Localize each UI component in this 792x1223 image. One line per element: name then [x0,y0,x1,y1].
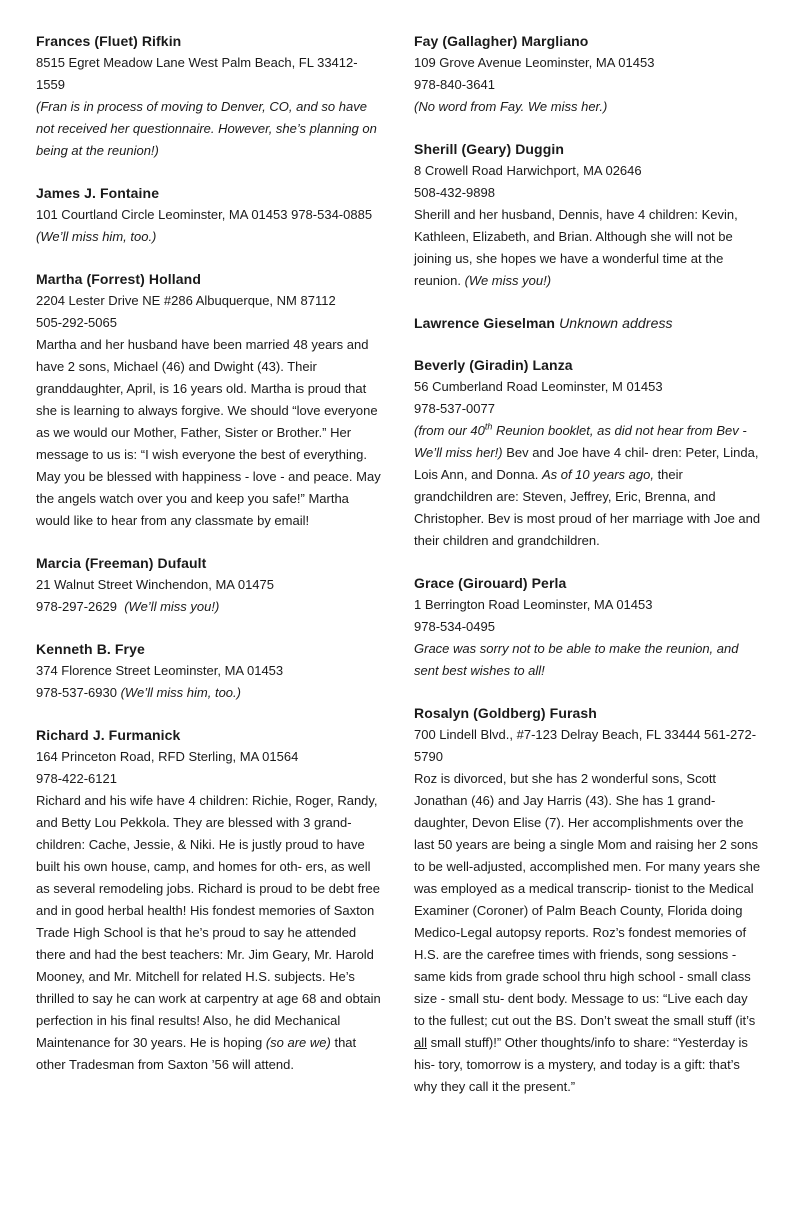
body-italic: (so are we) [265,1035,331,1050]
entry-body: Martha and her husband have been married 48 years and have 2 sons, Michael (46) and Dwight (43). Their granddaughter, April, is 16 years old. Martha is proud that she is learning to always forgive. We should “love everyone as we would our Mother, Father, Sister or Brother.” Her message to us is: “I wish everyone the best of everything. May you be blessed with happiness - love - and peace. May the angels watch over you and keep you safe!” Martha would like to hear from any classmate by email! [36,337,381,528]
entry-address: 8 Crowell Road Harwichport, MA 02646 [414,163,642,178]
entry-phone: 978-537-0077 [414,401,495,416]
entry-note: Unknown address [559,315,673,331]
entry-name-line [414,312,762,334]
body-text-2: their grandchildren are: Steven, Jeffrey, Eric, Brenna, and Christopher. Bev is most proud of her marriage with Joe and their children and grandchildren. [414,467,761,548]
entry-address: 1 Berrington Road Leominster, MA 01453 [414,597,653,612]
entry-name: Martha (Forrest) Holland [36,271,201,287]
entry-name: Lawrence Gieselman [414,315,556,331]
entry-name: Fay (Gallagher) Margliano [414,33,589,49]
entry-address: 164 Princeton Road, RFD Sterling, MA 01564 [36,749,299,764]
entry-frye [36,638,384,704]
body-superscript: th [484,421,493,432]
entry-address: 374 Florence Street Leominster, MA 01453 [36,663,284,678]
entry-phone-line [36,682,384,704]
body-text-end: that other Tradesman from Saxton ’56 will attend. [36,1035,357,1072]
body-text: Bev and Joe have 4 chil- dren: Peter, Linda, Lois Ann, and Donna. [414,445,759,482]
entry-phone-line [36,596,384,618]
entry-name: Rosalyn (Goldberg) Furash [414,705,597,721]
entry-phone: 978-422-6121 [36,771,117,786]
entry-name: Marcia (Freeman) Dufault [36,555,207,571]
right-column [414,30,762,1118]
body-underline: all [414,1035,428,1050]
left-column [36,30,384,1096]
entry-address: 2204 Lester Drive NE #286 Albuquerque, NM 87112 [36,293,336,308]
entry-note: (Fran is in process of moving to Denver, CO, and so have not received her questionnaire. However, she’s planning on being at the reunion!) [36,99,377,158]
entry-body [36,790,384,1076]
entry-note: Grace was sorry not to be able to make the reunion, and sent best wishes to all! [414,641,739,678]
entry-name: Grace (Girouard) Perla [414,575,567,591]
entry-note: (No word from Fay. We miss her.) [414,99,608,114]
entry-duggin [414,138,762,292]
entry-lanza [414,354,762,552]
entry-name: Richard J. Furmanick [36,727,181,743]
entry-phone: 508-432-9898 [414,185,495,200]
entry-fontaine [36,182,384,248]
entry-address: 56 Cumberland Road Leominster, M 01453 [414,379,663,394]
entry-note: (We’ll miss you!) [124,599,220,614]
entry-body [414,768,762,1098]
entry-body [414,204,762,292]
entry-name: Kenneth B. Frye [36,641,145,657]
body-text-end: small stuff)!” Other thoughts/info to share: “Yesterday is his- tory, tomorrow is a mystery, and today is a gift: that’s why they call it the present.” [414,1035,748,1094]
entry-note: (We’ll miss him, too.) [120,685,241,700]
entry-address: 21 Walnut Street Winchendon, MA 01475 [36,577,274,592]
entry-phone: 978-297-2629 [36,599,117,614]
entry-rifkin [36,30,384,162]
entry-address-phone: 700 Lindell Blvd., #7-123 Delray Beach, FL 33444 561-272-5790 [414,727,757,764]
entry-address: 109 Grove Avenue Leominster, MA 01453 [414,55,655,70]
entry-furash [414,702,762,1098]
entry-body [414,420,762,552]
entry-gieselman [414,312,762,334]
entry-name: James J. Fontaine [36,185,160,201]
entry-margliano [414,30,762,118]
entry-phone: 505-292-5065 [36,315,117,330]
body-text: Richard and his wife have 4 children: Richie, Roger, Randy, and Betty Lou Pekkola. They are blessed with 3 grand- children: Cache, Jessie, & Niki. He is justly proud to have built his own house, camp, and homes for oth- ers, as well as several remodeling jobs. Richard is proud to be debt free and in good herbal health! His fondest memories of Saxton Trade High School is that he’s proud to say he attended there and had the best teachers: Mr. Jim Geary, Mr. Harold Mooney, and Mr. Mitchell for related H.S. subjects. He’s thrilled to say he can work at carpentry at age 68 and obtain perfection in his final results! Also, he did Mechanical Maintenance for 30 years. He is hoping [36,793,381,1050]
entry-phone: 978-840-3641 [414,77,495,92]
entry-address-line [36,204,384,248]
entry-name: Sherill (Geary) Duggin [414,141,564,157]
body-italic-2: As of 10 years ago, [541,467,654,482]
entry-phone: 978-534-0495 [414,619,495,634]
body-text: Sherill and her husband, Dennis, have 4 children: Kevin, Kathleen, Elizabeth, and Brian. Although she will not be joining us, she hopes we have a wonderful time at the reunion. [414,207,738,288]
entry-name: Beverly (Giradin) Lanza [414,357,573,373]
body-italic-cont: Reunion booklet, as did not hear from Bev - We’ll miss her!) [414,423,747,460]
entry-holland [36,268,384,532]
body-italic: (from our 40 [414,423,485,438]
body-text: Roz is divorced, but she has 2 wonderful sons, Scott Jonathan (46) and Jay Harris (43). She has 1 grand- daughter, Devon Elise (7). Her accomplishments over the last 50 years are being a single Mom and raising her 2 sons to be well-adjusted, accomplished men. For many years she was employed as a medical transcrip- tionist to the Medical Examiner (Coroner) of Palm Beach County, Florida doing Medico-Legal autopsy reports. Roz’s fondest memories of H.S. are the carefree times with friends, song sessions - same kids from grade school thru high school - small class size - small stu- dent body. Message to us: “Live each day to the fullest; cut out the BS. Don’t sweat the small stuff (it’s [414,771,761,1028]
entry-address-phone: 101 Courtland Circle Leominster, MA 01453 978-534-0885 [36,207,373,222]
entry-phone: 978-537-6930 [36,685,117,700]
entry-address: 8515 Egret Meadow Lane West Palm Beach, FL 33412-1559 [36,55,358,92]
body-italic: (We miss you!) [464,273,552,288]
entry-note: (We’ll miss him, too.) [36,229,157,244]
entry-name: Frances (Fluet) Rifkin [36,33,182,49]
entry-perla [414,572,762,682]
entry-furmanick [36,724,384,1076]
entry-dufault [36,552,384,618]
